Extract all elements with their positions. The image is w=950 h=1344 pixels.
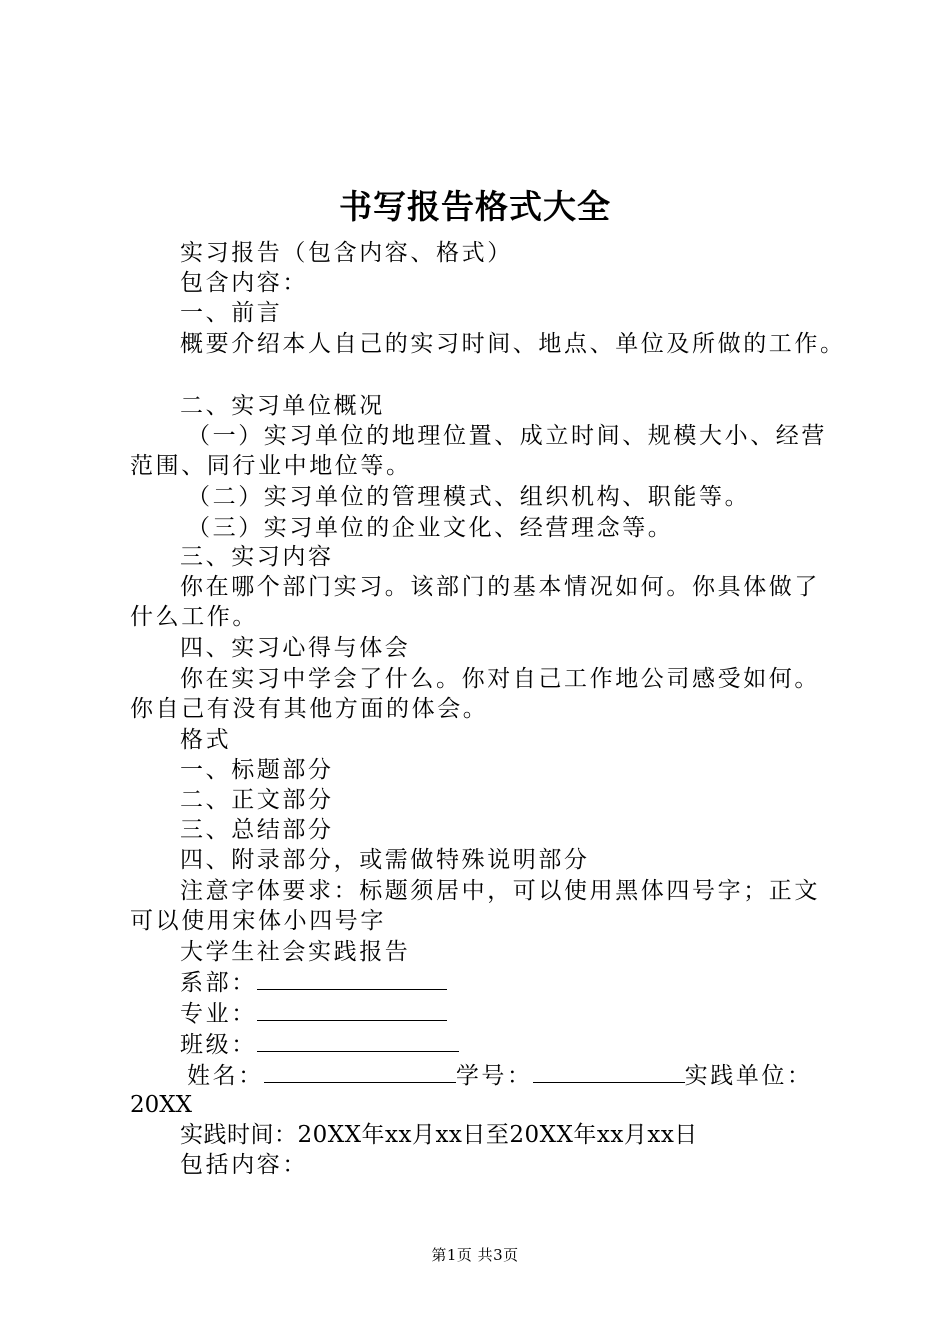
major-blank — [257, 998, 447, 1021]
form-row-dept — [180, 967, 447, 998]
major-label: 专业： — [180, 1001, 257, 1027]
paragraph: 注意字体要求：标题须居中，可以使用黑体四号字；正文可以使用宋体小四号字 — [130, 878, 820, 934]
name-label: 姓名： — [187, 1063, 264, 1089]
unit-value: 20XX — [130, 1092, 193, 1118]
include-label: 包括内容： — [180, 1152, 308, 1178]
page-title: 书写报告格式大全 — [339, 187, 611, 226]
id-label: 学号： — [455, 1063, 533, 1089]
paragraph: （一）实习单位的地理位置、成立时间、规模大小、经营范围、同行业中地位等。 — [130, 423, 827, 479]
paragraph: 你在实习中学会了什么。你对自己工作地公司感受如何。你自己有没有其他方面的体会。 — [130, 666, 820, 722]
paragraph: 你在哪个部门实习。该部门的基本情况如何。你具体做了什么工作。 — [130, 574, 820, 630]
list-item: 二、正文部分 — [180, 787, 334, 813]
unit-label: 实践单位： — [684, 1063, 813, 1089]
list-item: 四、附录部分，或需做特殊说明部分 — [180, 847, 590, 873]
section-heading: 实习报告（包含内容、格式） — [180, 240, 513, 266]
paragraph: 包含内容： — [180, 270, 308, 296]
form-row-class — [180, 1029, 459, 1060]
class-label: 班级： — [180, 1032, 257, 1058]
paragraph: （三）实习单位的企业文化、经营理念等。 — [187, 515, 674, 541]
paragraph: （二）实习单位的管理模式、组织机构、职能等。 — [187, 484, 751, 510]
class-blank — [257, 1029, 459, 1052]
id-blank — [533, 1060, 685, 1083]
dept-label: 系部： — [180, 970, 257, 996]
section-heading: 格式 — [180, 727, 232, 753]
page-footer: 第1页 共3页 — [431, 1246, 519, 1264]
section-heading: 三、实习内容 — [180, 544, 334, 570]
section-heading: 一、前言 — [180, 300, 283, 326]
paragraph: 概要介绍本人自己的实习时间、地点、单位及所做的工作。 — [180, 331, 846, 357]
list-item: 一、标题部分 — [180, 757, 334, 783]
form-row-major — [180, 998, 447, 1029]
form-row-name — [187, 1060, 813, 1091]
practice-time: 实践时间：20XX年xx月xx日至20XX年xx月xx日 — [180, 1122, 698, 1148]
section-heading: 四、实习心得与体会 — [180, 635, 411, 661]
section-heading: 大学生社会实践报告 — [180, 939, 411, 965]
section-heading: 二、实习单位概况 — [180, 393, 385, 419]
dept-blank — [257, 967, 447, 990]
list-item: 三、总结部分 — [180, 817, 334, 843]
name-blank — [264, 1060, 456, 1083]
